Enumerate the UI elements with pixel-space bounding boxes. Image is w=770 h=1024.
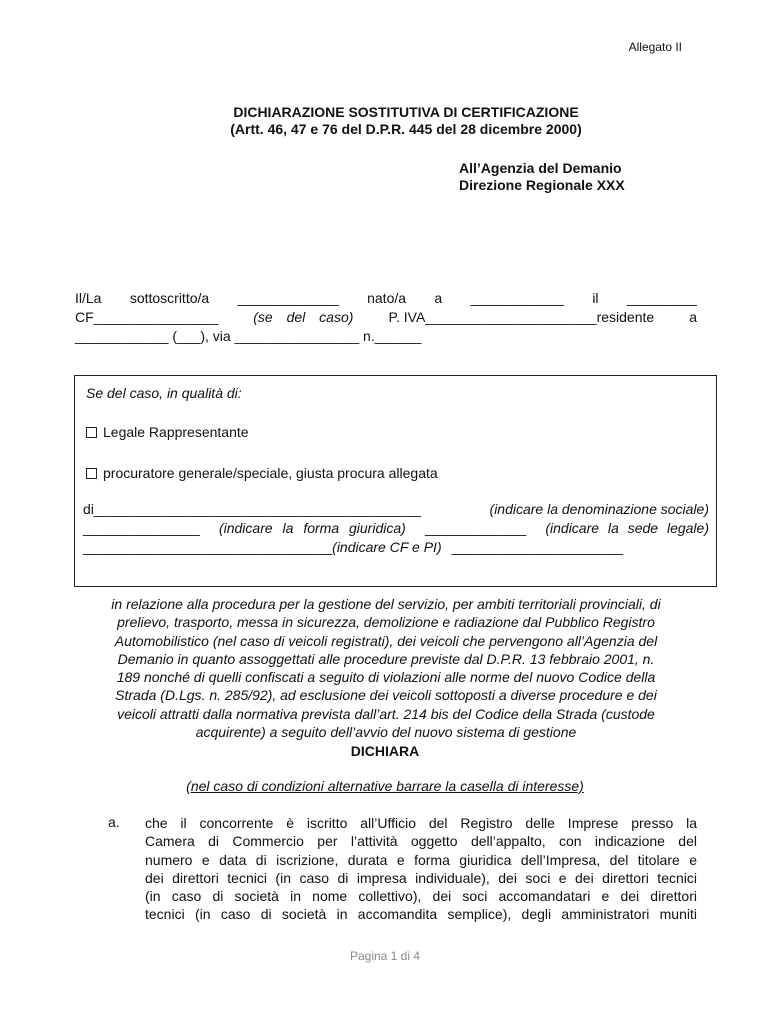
document-title	[0, 104, 770, 138]
hint-denominazione: (indicare la denominazione sociale)	[489, 501, 709, 517]
cf-pi-value-blank[interactable]: ______________________	[451, 539, 623, 555]
role-box	[74, 375, 717, 587]
note-text: (nel caso di condizioni alternative barrare la casella di interesse)	[186, 778, 584, 794]
description-line: Demanio in quanto assoggettati alle procedure previste dal D.P.R. 13 febbraio 2001, n.	[117, 650, 655, 667]
description-line: 189 nonché di quelli confiscati a seguito di violazioni alle norme del nuovo Codice della	[116, 669, 656, 686]
point-a-line: numero e data di iscrizione, durata e forma giuridica dell’Impresa, del titolare e	[145, 851, 697, 868]
title-line-2: (Artt. 46, 47 e 76 del D.P.R. 445 del 28 dicembre 2000)	[230, 121, 582, 137]
allegato-label: Allegato II	[628, 40, 682, 54]
hint-forma-giuridica: (indicare la forma giuridica)	[218, 520, 406, 536]
birthplace-blank[interactable]: ____________	[470, 290, 564, 306]
description-line: in relazione alla procedura per la gestione del servizio, per ambiti territoriali provinciali, di	[111, 596, 661, 612]
hint-sede-legale: (indicare la sede legale)	[545, 520, 709, 536]
se-del-caso-note: (se del caso)	[253, 309, 354, 325]
cf-blank[interactable]: CF________________	[75, 309, 219, 325]
point-a-text	[145, 814, 697, 924]
description-line: Strada (D.Lgs. n. 285/92), ad esclusione dei veicoli sottoposti a diverse procedure e dei	[115, 687, 657, 704]
intro-row-1	[75, 289, 697, 308]
point-a-line: dei direttori tecnici (in caso di impresa individuale), dei soci e dei direttori tecnici	[145, 869, 697, 886]
alternative-conditions-note	[0, 778, 770, 794]
company-row-2	[83, 519, 709, 538]
intro-word: Il/La	[75, 290, 102, 306]
hint-cf-pi: (indicare CF e PI)	[332, 539, 442, 555]
name-blank[interactable]: _____________	[237, 290, 339, 306]
addressee	[459, 160, 625, 194]
declarant-details	[75, 289, 697, 346]
company-row-1	[83, 500, 709, 519]
company-details	[83, 500, 709, 557]
option-label: procuratore generale/speciale, giusta procura allegata	[103, 465, 438, 481]
company-row-3	[83, 538, 709, 557]
birthdate-blank[interactable]: _________	[626, 290, 697, 306]
company-name-blank[interactable]: di__________________________________________	[83, 501, 421, 517]
point-a-line: che il concorrente è iscritto all’Ufficio del Registro delle Imprese presso la	[145, 815, 697, 831]
point-a-line: tecnici (in caso di società in accomandita semplice), degli amministratori muniti	[145, 906, 697, 923]
intro-row-3	[75, 327, 697, 346]
checkbox-icon[interactable]	[86, 468, 97, 479]
description-line: veicoli attratti dalla normativa prevista dall’art. 214 bis del Codice della Strada (custode	[117, 705, 655, 722]
intro-word: a	[434, 290, 443, 306]
point-a-label: a.	[108, 814, 120, 830]
description-line: acquirente) a seguito dell’avvio del nuovo sistema di gestione	[195, 724, 577, 741]
procedure-description	[70, 595, 702, 741]
title-line-1: DICHIARAZIONE SOSTITUTIVA DI CERTIFICAZIONE	[233, 104, 579, 120]
intro-word: sottoscritto/a	[129, 290, 210, 306]
description-line: Automobilistico (nel caso di veicoli registrati), dei veicoli che pervengono all’Agenzia del	[114, 632, 658, 649]
piva-blank[interactable]: P. IVA______________________residente	[388, 309, 655, 325]
address-blank[interactable]: ____________ (___), via ________________ n.______	[75, 328, 422, 344]
description-line: prelievo, trasporto, messa in sicurezza, demolizione e radiazione dal Pubblico Registro	[117, 614, 655, 631]
dichiara-heading: DICHIARA	[350, 743, 420, 759]
addressee-line-1: All’Agenzia del Demanio	[459, 160, 622, 176]
seat-blank[interactable]: _____________	[424, 520, 527, 536]
point-a-line: Camera di Commercio per l’attività oggetto dell’appalto, con indicazione del	[145, 833, 697, 850]
role-heading: Se del caso, in qualità di:	[86, 385, 242, 401]
intro-word: nato/a	[367, 290, 407, 306]
addressee-line-2: Direzione Regionale XXX	[459, 177, 625, 193]
checkbox-icon[interactable]	[86, 427, 97, 438]
option-legale-rappresentante[interactable]	[86, 424, 249, 440]
cf-pi-blank[interactable]: ________________________________	[83, 539, 333, 555]
intro-word: a	[689, 309, 697, 325]
option-procuratore[interactable]	[86, 465, 438, 481]
point-a-line: (in caso di società in nome collettivo), dei soci accomandatari e dei direttori	[145, 888, 697, 905]
page-number: Pagina 1 di 4	[349, 949, 421, 963]
option-label: Legale Rappresentante	[103, 424, 249, 440]
intro-row-2	[75, 308, 697, 327]
intro-word: il	[592, 290, 599, 306]
legal-form-blank[interactable]: _______________	[83, 520, 200, 536]
